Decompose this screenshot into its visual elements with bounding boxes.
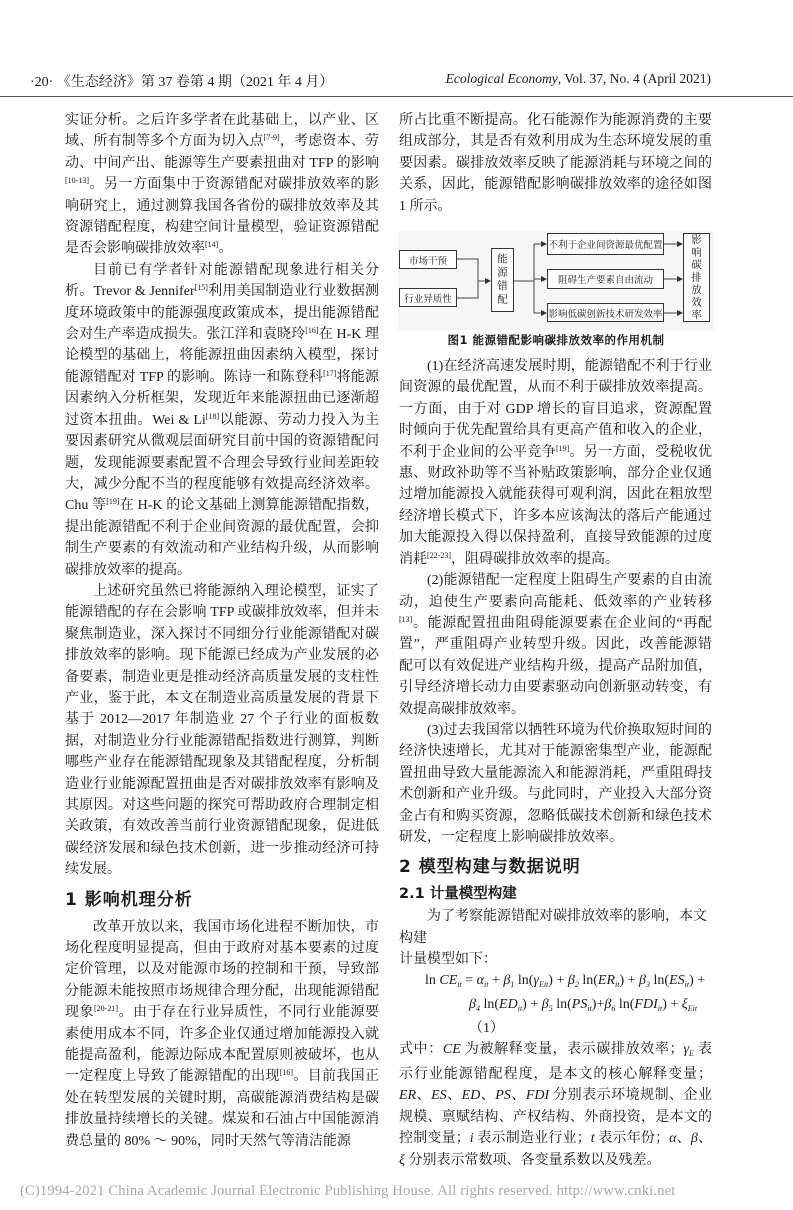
text-run: 为被解释变量，表示碳排放效率； <box>460 1041 684 1057</box>
subscript: 1 <box>510 979 515 989</box>
math-symbol: β <box>469 996 476 1012</box>
math-symbol: β <box>690 1131 698 1147</box>
math-symbol: α <box>669 1131 677 1147</box>
text-run: ln <box>425 972 440 988</box>
math-symbol: β <box>503 972 511 988</box>
subsection-heading-2-1: 2.1 计量模型构建 <box>399 886 517 903</box>
text-run: 。另一方面集中于资源错配对碳排放效率的影响研究上，通过测算我国各省份的碳排放效率及其资源错配程度，构建空间计量模型，验证资源错配是否会影响碳排放效率 <box>65 177 379 257</box>
subscript: it <box>484 979 489 989</box>
paragraph <box>399 110 712 217</box>
text-run: ) + <box>689 972 706 988</box>
text-run: 以能源、劳动力投入为主要因素研究从微观层面研究目前中国的资源错配问题，发现能源要素配置不合理会导致行业间差距较大，减少分配不当的程度能够有效提高经济效率。Chu 等 <box>65 412 379 514</box>
citation: [18] <box>205 411 220 421</box>
subscript: it <box>684 979 690 989</box>
citation: [17] <box>323 368 337 378</box>
paragraph-variable-definitions <box>399 1039 712 1171</box>
section-heading-1: 1 影响机理分析 <box>65 889 193 910</box>
subscript: it <box>517 1003 523 1013</box>
diagram-box-path-1: 不利于企业间资源最优配置 <box>547 233 664 255</box>
math-symbol: ER <box>399 1088 417 1104</box>
diagram-box-industry-heterogeneity: 行业异质性 <box>399 288 457 307</box>
text-run: = <box>461 972 477 988</box>
math-symbol: ED <box>461 1088 481 1104</box>
left-column <box>65 110 379 1152</box>
math-symbol: ES <box>431 1088 447 1104</box>
text-run: ) + <box>548 972 568 988</box>
math-symbol: β <box>604 996 612 1012</box>
diagram-box-outcome: 影响碳排放效率 <box>683 233 710 322</box>
text-run: ln( <box>615 996 635 1012</box>
citation: [22-23] <box>427 550 451 560</box>
subscript: 2 <box>574 979 579 989</box>
text-run: ln( <box>552 996 572 1012</box>
citation: [7-9] <box>263 133 280 143</box>
math-symbol: ES <box>669 972 685 988</box>
equation-line-1 <box>399 971 712 995</box>
diagram-box-energy-misallocation: 能源错配 <box>491 248 514 312</box>
text-run: )+ <box>591 996 605 1012</box>
text-run: 。由于存在行业异质性，不同行业能源要素使用成本不同，许多企业仅通过增加能源投入就能提高盈利，能源边际成本配置原则被破坏，也从一定程度上导致了能源错配的出现 <box>65 1005 379 1085</box>
subscript: it <box>587 1003 592 1013</box>
text-run: 表示行业能源错配程度，是本文的核心解释变量； <box>399 1041 713 1082</box>
paragraph <box>65 581 379 881</box>
text-run: 、 <box>676 1131 691 1147</box>
diagram-box-path-3: 影响低碳创新技术研发效率 <box>547 303 664 322</box>
running-header-right <box>446 71 711 87</box>
text-run: 为了考察能源错配对碳排放效率的影响，本文构建 <box>399 909 707 946</box>
connector <box>457 281 478 298</box>
citation: [20-21] <box>94 1004 118 1014</box>
math-symbol: β <box>541 996 549 1012</box>
paragraph <box>65 917 379 1152</box>
subscript: Eit <box>538 979 549 989</box>
math-symbol: ξ <box>681 996 688 1012</box>
citation: [19] <box>555 443 570 453</box>
math-symbol: β <box>639 972 646 988</box>
citation: [16] <box>305 326 319 336</box>
text-run: 。目前我国正处在转型发展的关键时期，高碳能源消费结构是碳排放量持续增长的关键。煤炭和石油占中国能源消费总量的 80% ～ 90%，同时天然气等清洁能源 <box>65 1069 379 1149</box>
math-symbol: FDI <box>525 1088 550 1104</box>
text-run: 计量模型如下： <box>399 952 497 968</box>
text-run: ln( <box>578 972 598 988</box>
math-symbol: α <box>476 972 484 988</box>
text-run: ) + <box>662 996 682 1012</box>
text-run: 实证分析。之后许多学者在此基础上，以产业、区域、所有制等多个方面为切入点 <box>65 113 379 150</box>
math-symbol: CE <box>439 972 458 988</box>
diagram-box-path-2: 阻碍生产要素自由流动 <box>547 269 664 289</box>
figure-caption: 图1 能源错配影响碳排放效率的作用机制 <box>447 333 665 348</box>
text-run: 表示制造业行业； <box>473 1131 591 1147</box>
math-symbol: ER <box>597 972 615 988</box>
text-run: （1） <box>469 1020 504 1036</box>
math-symbol: β <box>567 972 575 988</box>
right-column <box>399 110 712 1171</box>
text-run: 、 <box>446 1088 462 1104</box>
text-run: 。另一方面，受税收优惠、财政补助等不当补贴政策影响，部分企业仅通过增加能源投入就能获得可观利润，因此在粗放型经济增长模式下，许多本应该淘汰的落后产能通过加大能源投入得以保持盈利，直接导致能源的过度消耗 <box>399 444 713 567</box>
text-run: (3)过去我国常以牺牲环境为代价换取短时间的经济快速增长，尤其对于能源密集型产业，能源配置扭曲导致大量能源流入和能源消耗，严重阻碍技术创新和产业升级。与此同时，产业投入大部分资金占有和购买资源，忽略低碳技术创新和绿色技术研发，一定程度上影响碳排放效率。 <box>399 722 712 845</box>
paragraph <box>399 570 712 720</box>
header-rule <box>0 96 793 97</box>
text-run: 、 <box>510 1088 526 1104</box>
subscript: it <box>615 979 620 989</box>
math-symbol: γ <box>533 972 539 988</box>
connector <box>457 259 478 281</box>
math-symbol: i <box>469 1131 474 1147</box>
math-symbol: PS <box>571 996 588 1012</box>
text-run: 目前已有学者针对能源错配现象进行相关分析。Trevor & Jennifer <box>65 262 379 300</box>
text-run: ) + <box>619 972 640 988</box>
citation: [15] <box>194 283 208 293</box>
subscript: it <box>657 1003 663 1013</box>
text-run: 在 H-K 的论文基础上测算能源错配指数，提出能源错配不利于企业间资源的最优配置，会抑制生产要素的有效流动和产业结构升级，从而影响碳排放效率的提高。 <box>65 498 379 578</box>
math-symbol: PS <box>495 1088 511 1104</box>
text-run: ，考虑资本、劳动、中间产出、能源等生产要素扭曲对 TFP 的影响 <box>65 134 380 171</box>
text-run: (2)能源错配一定程度上阻碍生产要素的自由流动，迫使生产要素向高能耗、低效率的产业转移 <box>399 573 712 610</box>
math-symbol: ED <box>499 996 518 1012</box>
journal-name: Ecological Economy <box>445 71 558 86</box>
citation: [14] <box>205 240 219 250</box>
subscript: 3 <box>646 979 650 989</box>
text-run: 利用美国制造业行业数据测度环境政策中的能源强度政策成本，提出能源错配会对生产率造成损失。张江洋和袁晓玲 <box>65 284 380 343</box>
text-run: 式中： <box>399 1041 443 1057</box>
math-symbol: CE <box>442 1041 461 1057</box>
text-run: 改革开放以来，我国市场化进程不断加快，市场化程度明显提高，但由于政府对基本要素的过度定价管理，以及对能源市场的控制和干预，导致部分能源未能按照市场规律合理分配，出现能源错配现象 <box>65 919 379 1021</box>
text-run: 、 <box>480 1088 496 1104</box>
text-run: 。 <box>218 241 233 257</box>
text-run: 所占比重不断提高。化石能源作为能源消费的主要组成部分，其是否有效利用成为生态环境发展的重要因素。碳排放效率反映了能源消耗与环境之间的关系，因此，能源错配影响碳排放效率的途径如图 1 所示。 <box>399 113 712 214</box>
subscript: 6 <box>611 1003 616 1013</box>
text-run: ) + <box>522 996 542 1012</box>
text-run: (1)在经济高速发展时期，能源错配不利于行业间资源的最优配置，从而不利于碳排放效率提高。一方面，由于对 GDP 增长的盲目追求，资源配置时倾向于优先配置给具有更高产值和收入的企业，不利于企业间的公平竞争 <box>399 359 712 460</box>
paragraph <box>65 260 379 581</box>
citation: [19] <box>106 497 120 507</box>
section-heading-2: 2 模型构建与数据说明 <box>399 857 581 878</box>
math-symbol: γ <box>683 1041 690 1057</box>
math-symbol: FDI <box>634 996 658 1012</box>
math-symbol: t <box>590 1131 595 1147</box>
text-run: 表示年份； <box>594 1131 670 1147</box>
citation: [13] <box>399 614 413 624</box>
paragraph <box>399 720 712 848</box>
paragraph-line <box>399 906 712 949</box>
subscript: 5 <box>548 1003 553 1013</box>
subscript: E <box>689 1048 694 1058</box>
paragraph <box>399 356 712 570</box>
text-run: 在 H-K 理论模型的基础上，将能源扭曲因素纳入模型，探讨能源错配对 TFP 的影响。陈诗一和陈登科 <box>65 327 380 385</box>
text-run: 分别表示常数项、各变量系数以及残差。 <box>405 1152 661 1168</box>
subscript: it <box>457 979 462 989</box>
text-run: ln( <box>479 996 500 1012</box>
text-run: + <box>488 972 504 988</box>
text-run: 。能源配置扭曲阻碍能源要素在企业间的“再配置”，严重阻碍产业转型升级。因此，改善能源错配可以有效促进产业结构升级，提高产品附加值，引导经济增长动力由要素驱动向创新驱动转变，有效提高碳排放效率。 <box>399 615 712 717</box>
text-run: ln( <box>650 972 670 988</box>
text-run: ，阻碍碳排放效率的提高。 <box>451 551 619 567</box>
running-header-left: ·20· 《生态经济》第 37 卷第 4 期（2021 年 4 月） <box>30 75 334 90</box>
subscript: Eit <box>687 1003 698 1013</box>
text-run: 上述研究虽然已将能源纳入理论模型，证实了能源错配的存在会影响 TFP 或碳排放效率，但并未聚焦制造业，深入探讨不同细分行业能源错配对碳排放效率的影响。现下能源已经成为产业发展的必备要素，制造业更是推动经济高质量发展的支柱性产业，鉴于此，本文在制造业高质量发展的背景下基于 2012—2017 年制造业 27 个子行业的面板数据，对制造业分行业能源错配指数进行测算，判断哪些产业存在能源错配现象及其错配程度，分析制造业行业能源配置扭曲是否对碳排放效率有影响及其原因。对这些问题的探究可帮助政府合理制定相关政策，有效改善当前行业资源错配现象，促进低碳经济发展和绿色技术创新，进一步推动经济可持续发展。 <box>65 583 379 878</box>
paragraph <box>65 110 379 260</box>
citation: [16] <box>279 1068 294 1078</box>
text-run: ln( <box>514 972 534 988</box>
subscript: 4 <box>475 1003 480 1013</box>
issue-info: , Vol. 37, No. 4 (April 2021) <box>557 71 711 86</box>
math-symbol: ξ <box>399 1152 405 1168</box>
text-run: 分别表示环境规制、企业规模、禀赋结构、产权结构、外商投资，是本文的控制变量； <box>399 1088 713 1147</box>
text-run: 、 <box>416 1088 432 1104</box>
citation: [10-13] <box>65 176 89 186</box>
diagram-box-market-intervention: 市场干预 <box>399 250 457 269</box>
equation-line-2 <box>399 995 712 1039</box>
text-run: 将能源因素纳入分析框架，发现近年来能源扭曲已逐渐超过资本扭曲。Wei & Li <box>65 369 380 428</box>
copyright-footer: (C)1994-2021 China Academic Journal Electronic Publishing House. All rights reserved. http://www.cnki.net <box>20 1183 676 1200</box>
figure-1-diagram <box>398 231 714 330</box>
paragraph-line <box>399 949 712 970</box>
text-run: 、 <box>697 1131 713 1147</box>
